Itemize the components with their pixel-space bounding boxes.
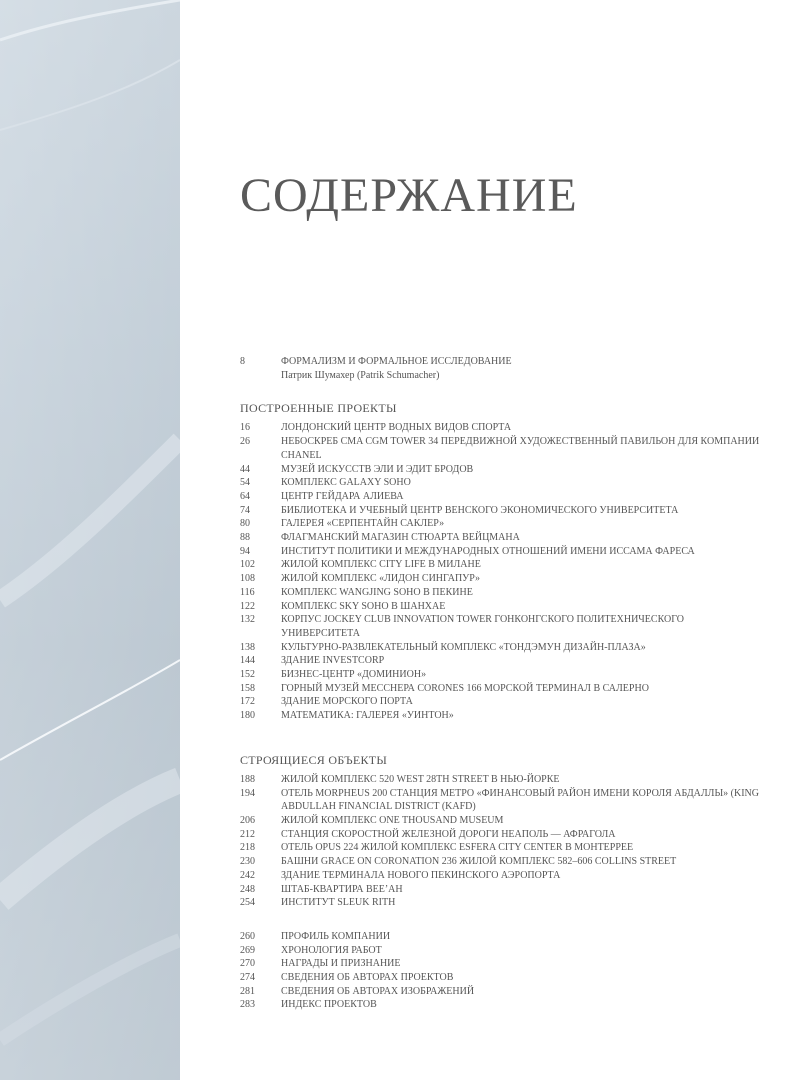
toc-entry	[240, 654, 760, 668]
entry-title: КОМПЛЕКС SKY SOHO В ШАНХАЕ	[281, 600, 446, 612]
toc-entry	[240, 668, 760, 682]
page-number: 283	[240, 999, 255, 1011]
entry-title: ЗДАНИЕ ТЕРМИНАЛА НОВОГО ПЕКИНСКОГО АЭРОПОРТА	[281, 869, 561, 881]
page-number: 281	[240, 985, 255, 997]
page-number: 94	[240, 545, 250, 557]
toc-entry	[240, 695, 760, 709]
page-number: 16	[240, 422, 250, 434]
toc-entry	[240, 545, 760, 559]
page-number: 152	[240, 669, 255, 681]
page-number: 254	[240, 897, 255, 909]
section-heading-built: ПОСТРОЕННЫЕ ПРОЕКТЫ	[240, 401, 397, 416]
toc-entry	[240, 773, 760, 787]
appendix-list	[240, 930, 760, 1012]
entry-title: ЦЕНТР ГЕЙДАРА АЛИЕВА	[281, 490, 404, 502]
entry-title: БИБЛИОТЕКА И УЧЕБНЫЙ ЦЕНТР ВЕНСКОГО ЭКОНОМИЧЕСКОГО УНИВЕРСИТЕТА	[281, 504, 679, 516]
entry-title: ОТЕЛЬ MORPHEUS 200 СТАНЦИЯ МЕТРО «ФИНАНСОВЫЙ РАЙОН ИМЕНИ КОРОЛЯ АБДАЛЛЫ» (KING ABDULLAH FINANCIAL DISTRICT (KAFD)	[281, 787, 760, 813]
toc-entry	[240, 421, 760, 435]
page-number: 122	[240, 600, 255, 612]
page-number: 8	[240, 356, 245, 367]
entry-title: ЖИЛОЙ КОМПЛЕКС 520 WEST 28TH STREET В НЬЮ-ЙОРКЕ	[281, 773, 560, 785]
entry-title: МУЗЕЙ ИСКУССТВ ЭЛИ И ЭДИТ БРОДОВ	[281, 463, 474, 475]
entry-title: ЖИЛОЙ КОМПЛЕКС ONE THOUSAND MUSEUM	[281, 814, 504, 826]
page-number: 138	[240, 641, 255, 653]
page-title: СОДЕРЖАНИЕ	[240, 169, 578, 222]
entry-title: БИЗНЕС-ЦЕНТР «ДОМИНИОН»	[281, 669, 427, 681]
page-number: 132	[240, 614, 255, 626]
entry-title: ЖИЛОЙ КОМПЛЕКС CITY LIFE В МИЛАНЕ	[281, 559, 481, 571]
entry-title: ФОРМАЛИЗМ И ФОРМАЛЬНОЕ ИССЛЕДОВАНИЕ	[281, 356, 512, 367]
page-number: 144	[240, 655, 255, 667]
page-number: 88	[240, 532, 250, 544]
page-number: 260	[240, 930, 255, 942]
page-number: 270	[240, 958, 255, 970]
table-of-contents	[240, 355, 760, 1012]
toc-entry	[240, 855, 760, 869]
built-projects-list	[240, 421, 760, 722]
entry-title: ФЛАГМАНСКИЙ МАГАЗИН СТЮАРТА ВЕЙЦМАНА	[281, 532, 520, 544]
entry-title: ЗДАНИЕ INVESTCORP	[281, 655, 385, 667]
page-number: 212	[240, 828, 255, 840]
architecture-photo	[0, 0, 180, 1080]
intro-entry	[240, 355, 760, 382]
page-number: 230	[240, 856, 255, 868]
page-number: 64	[240, 490, 250, 502]
toc-entry	[240, 435, 760, 462]
entry-title: СТАНЦИЯ СКОРОСТНОЙ ЖЕЛЕЗНОЙ ДОРОГИ НЕАПОЛЬ — АФРАГОЛА	[281, 828, 616, 840]
toc-entry	[240, 869, 760, 883]
entry-title: ЖИЛОЙ КОМПЛЕКС «ЛИДОН СИНГАПУР»	[281, 573, 481, 585]
toc-entry	[240, 814, 760, 828]
entry-title: ЗДАНИЕ МОРСКОГО ПОРТА	[281, 696, 413, 708]
entry-title: НЕБОСКРЕБ CMA CGM TOWER 34 ПЕРЕДВИЖНОЙ ХУДОЖЕСТВЕННЫЙ ПАВИЛЬОН ДЛЯ КОМПАНИИ CHANEL	[281, 436, 760, 461]
toc-entry	[240, 586, 760, 600]
toc-entry	[240, 930, 760, 944]
page-number: 188	[240, 773, 255, 785]
page-number: 172	[240, 696, 255, 708]
entry-title: КОМПЛЕКС WANGJING SOHO В ПЕКИНЕ	[281, 586, 473, 598]
entry-title: ОТЕЛЬ OPUS 224 ЖИЛОЙ КОМПЛЕКС ESFERA CITY CENTER В МОНТЕРРЕЕ	[281, 842, 634, 854]
page-number: 180	[240, 710, 255, 722]
entry-title: ИНСТИТУТ SLEUK RITH	[281, 897, 396, 909]
photo-curves	[0, 0, 180, 1080]
toc-entry	[240, 572, 760, 586]
entry-author: Патрик Шумахер (Patrik Schumacher)	[281, 369, 440, 381]
page-number: 102	[240, 559, 255, 571]
entry-title: ГОРНЫЙ МУЗЕЙ МЕССНЕРА CORONES 166 МОРСКОЙ ТЕРМИНАЛ В САЛЕРНО	[281, 682, 649, 694]
page-number: 194	[240, 787, 255, 799]
page-number: 26	[240, 436, 250, 448]
entry-title: НАГРАДЫ И ПРИЗНАНИЕ	[281, 958, 401, 970]
toc-entry	[240, 531, 760, 545]
page-number: 116	[240, 586, 255, 598]
entry-title: МАТЕМАТИКА: ГАЛЕРЕЯ «УИНТОН»	[281, 710, 454, 722]
toc-entry	[240, 787, 760, 814]
page-number: 74	[240, 504, 250, 516]
page-number: 269	[240, 944, 255, 956]
toc-entry	[240, 504, 760, 518]
entry-title: ПРОФИЛЬ КОМПАНИИ	[281, 930, 391, 942]
page-number: 158	[240, 682, 255, 694]
toc-entry	[240, 957, 760, 971]
toc-entry	[240, 971, 760, 985]
page-number: 80	[240, 518, 250, 530]
entry-title: СВЕДЕНИЯ ОБ АВТОРАХ ПРОЕКТОВ	[281, 972, 454, 984]
entry-title: ИНДЕКС ПРОЕКТОВ	[281, 999, 377, 1011]
toc-entry	[240, 828, 760, 842]
toc-entry	[240, 883, 760, 897]
page-number: 248	[240, 883, 255, 895]
entry-title: ЛОНДОНСКИЙ ЦЕНТР ВОДНЫХ ВИДОВ СПОРТА	[281, 422, 512, 434]
entry-title: ШТАБ-КВАРТИРА BEE’AH	[281, 883, 403, 895]
page-number: 206	[240, 814, 255, 826]
toc-entry	[240, 490, 760, 504]
toc-entry	[240, 517, 760, 531]
page-number: 54	[240, 477, 250, 489]
entry-title: ГАЛЕРЕЯ «СЕРПЕНТАЙН САКЛЕР»	[281, 518, 445, 530]
section-heading-construction: СТРОЯЩИЕСЯ ОБЪЕКТЫ	[240, 752, 388, 767]
toc-entry	[240, 463, 760, 477]
entry-title: КОМПЛЕКС GALAXY SOHO	[281, 477, 411, 489]
entry-title: ИНСТИТУТ ПОЛИТИКИ И МЕЖДУНАРОДНЫХ ОТНОШЕНИЙ ИМЕНИ ИССАМА ФАРЕСА	[281, 545, 695, 557]
entry-title: КОРПУС JOCKEY CLUB INNOVATION TOWER ГОНКОНГСКОГО ПОЛИТЕХНИЧЕСКОГО УНИВЕРСИТЕТА	[281, 614, 684, 639]
toc-entry	[240, 985, 760, 999]
page-number: 218	[240, 842, 255, 854]
entry-title: СВЕДЕНИЯ ОБ АВТОРАХ ИЗОБРАЖЕНИЙ	[281, 985, 475, 997]
toc-entry	[240, 709, 760, 723]
toc-entry	[240, 558, 760, 572]
entry-title: КУЛЬТУРНО-РАЗВЛЕКАТЕЛЬНЫЙ КОМПЛЕКС «ТОНДЭМУН ДИЗАЙН-ПЛАЗА»	[281, 641, 646, 653]
toc-entry	[240, 613, 760, 640]
entry-title: ХРОНОЛОГИЯ РАБОТ	[281, 944, 382, 956]
construction-projects-list	[240, 773, 760, 910]
page-number: 274	[240, 972, 255, 984]
toc-entry	[240, 841, 760, 855]
page-number: 108	[240, 573, 255, 585]
toc-entry	[240, 476, 760, 490]
toc-entry	[240, 944, 760, 958]
entry-title: БАШНИ GRACE ON CORONATION 236 ЖИЛОЙ КОМПЛЕКС 582–606 COLLINS STREET	[281, 856, 677, 868]
toc-entry	[240, 998, 760, 1012]
toc-entry	[240, 641, 760, 655]
toc-entry	[240, 896, 760, 910]
toc-entry	[240, 682, 760, 696]
page-number: 44	[240, 463, 250, 475]
page-number: 242	[240, 869, 255, 881]
toc-entry	[240, 600, 760, 614]
